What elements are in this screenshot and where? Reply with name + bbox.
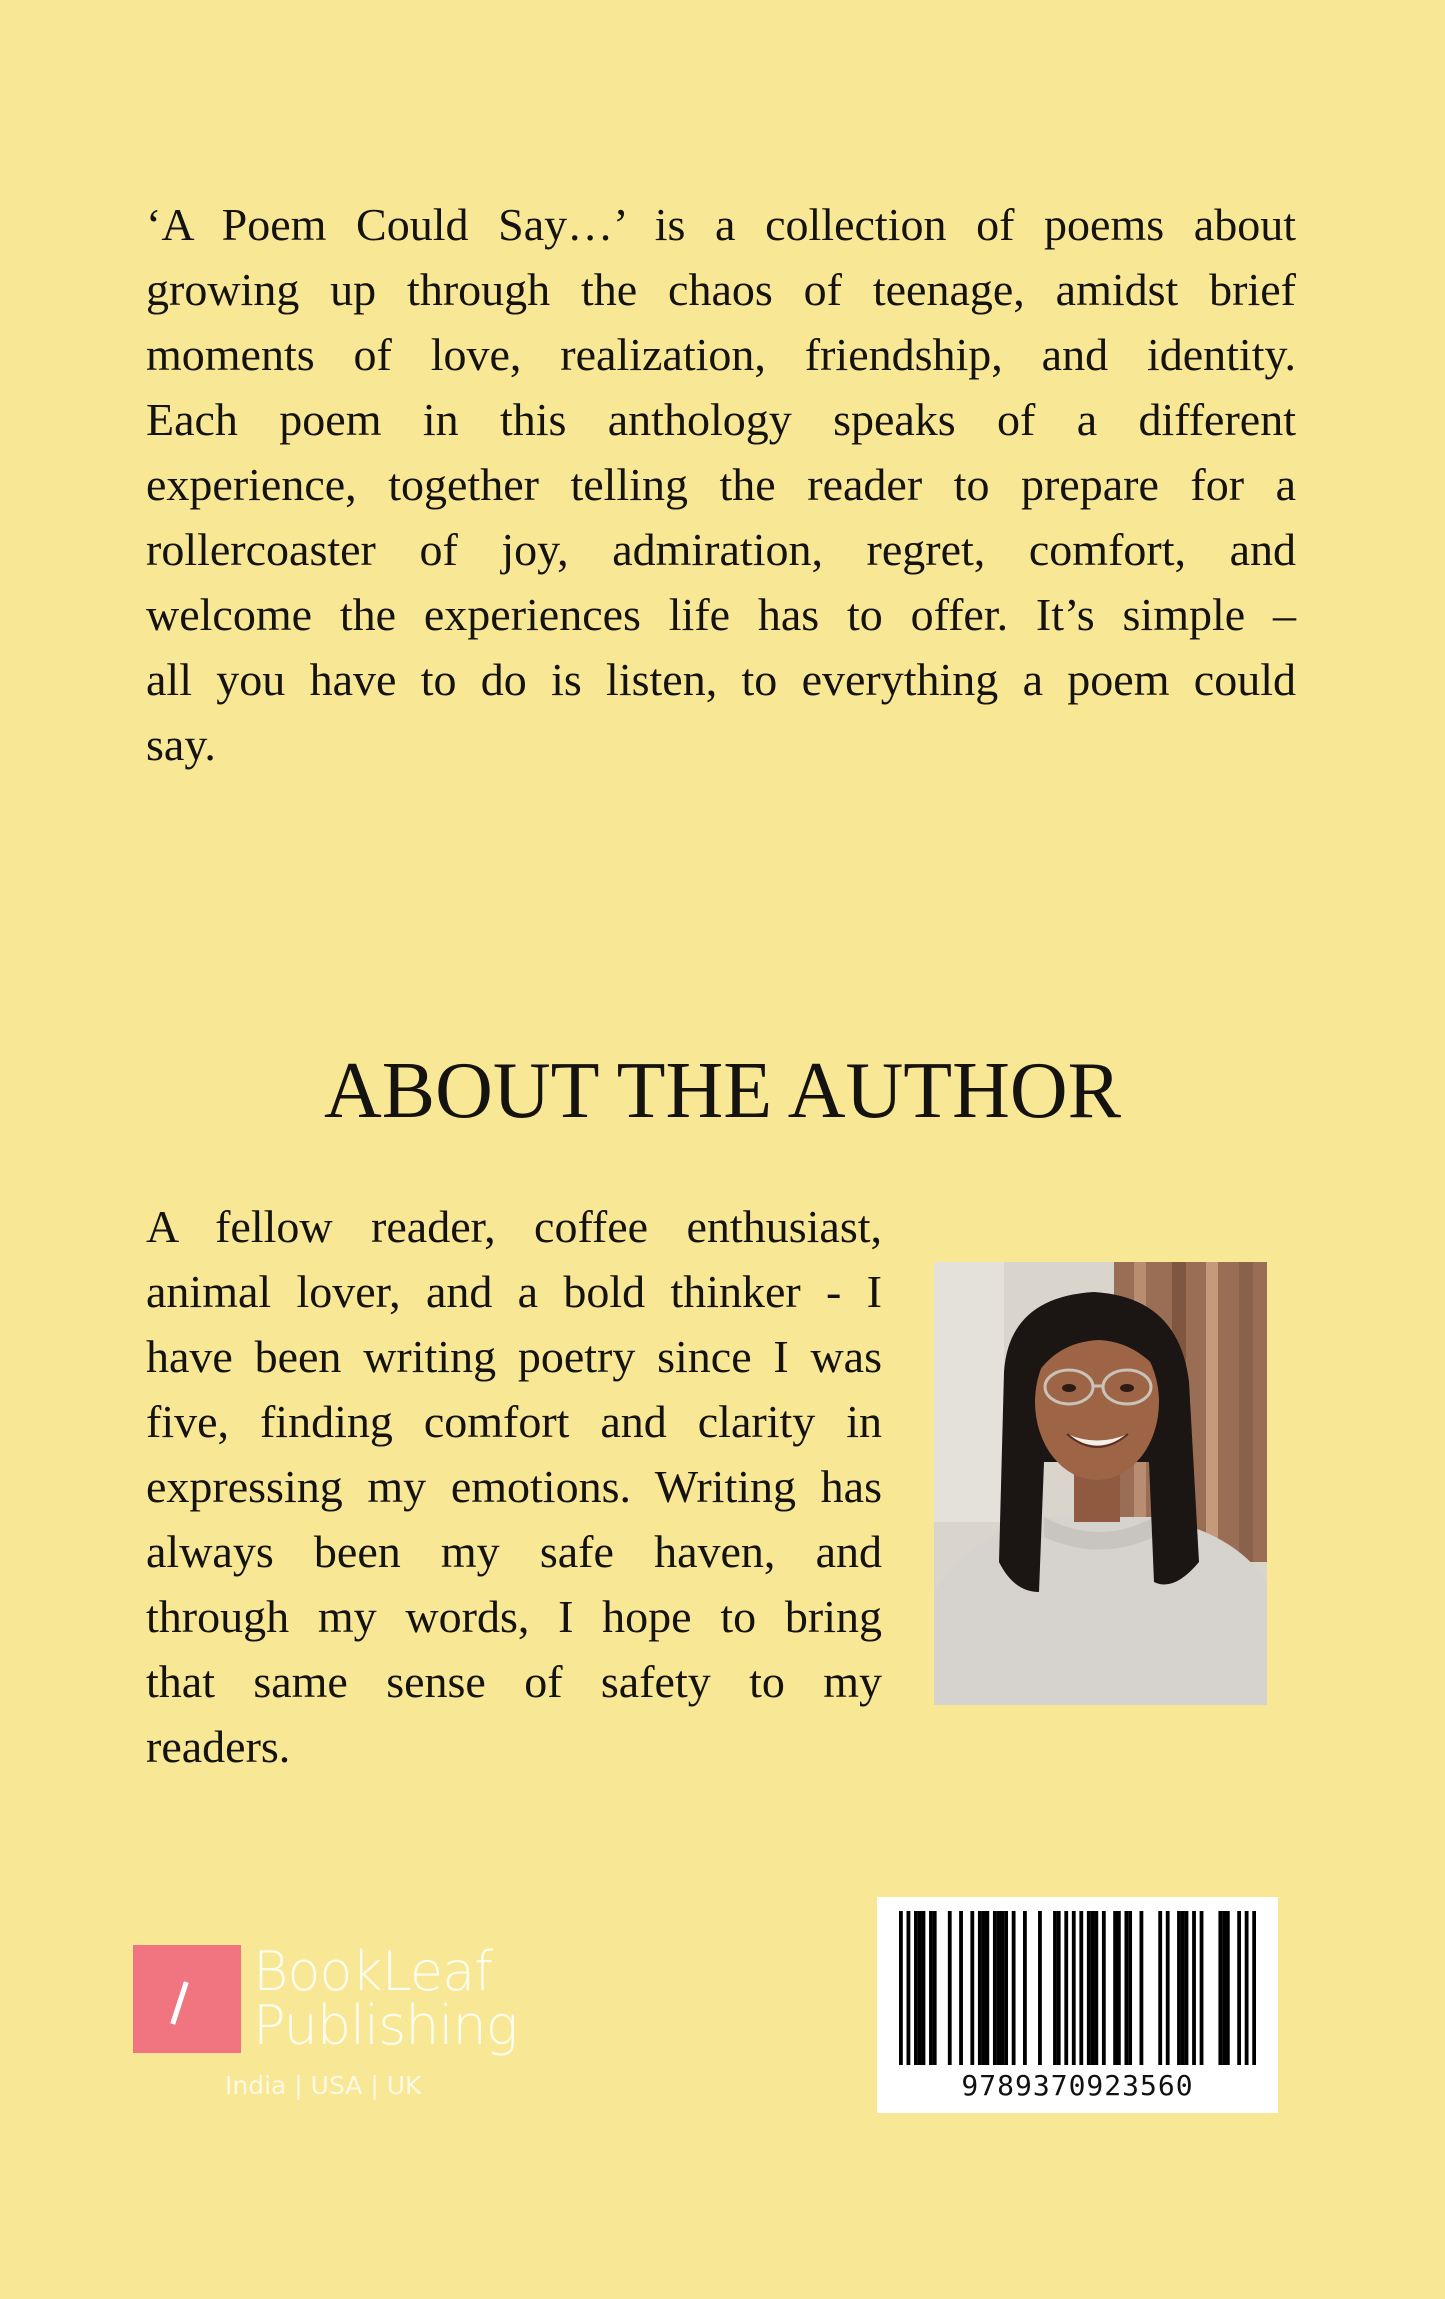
barcode-bar [1012,1911,1016,2065]
barcode-bar [922,1911,926,2065]
publisher-name-line2: Publishing [253,1994,518,2057]
barcode-bars [899,1911,1256,2065]
barcode-bar [948,1911,952,2065]
barcode-bar [982,1911,986,2065]
slash-icon [170,1981,188,2024]
barcode-bar [1177,1911,1181,2065]
barcode-bar [1038,1911,1042,2065]
barcode-bar [1053,1911,1057,2065]
barcode-bar [1222,1911,1226,2065]
barcode-bar [914,1911,918,2065]
barcode-bar [907,1911,911,2065]
barcode-bar [959,1911,963,2065]
barcode-bar [1237,1911,1241,2065]
isbn-number: 9789370923560 [961,2069,1194,2102]
barcode-bar [1192,1911,1196,2065]
bookleaf-publishing-logo [133,1940,553,2115]
barcode-bar [1200,1911,1204,2065]
logo-mark [133,1945,241,2053]
barcode-bar [985,1911,989,2065]
barcode-bar [997,1911,1001,2065]
barcode-bar [970,1911,974,2065]
barcode-bar [1140,1911,1144,2065]
barcode-bar [1087,1911,1091,2065]
barcode-bar [1023,1911,1027,2065]
barcode-bar [1166,1911,1170,2065]
barcode-bar [1245,1911,1249,2065]
barcode-bar [1072,1911,1076,2065]
publisher-name-line1: BookLeaf [253,1940,493,2003]
barcode-bar [1226,1911,1230,2065]
barcode-bar [933,1911,937,2065]
barcode-bar [993,1911,997,2065]
barcode-bar [899,1911,903,2065]
author-photo [934,1262,1267,1705]
isbn-barcode [877,1897,1278,2113]
barcode-bar [929,1911,933,2065]
barcode-bar [1079,1911,1083,2065]
author-bio: A fellow reader, coffee enthusiast, animal lover, and a bold thinker - I have been writing poetry since I was five, finding comfort and clarity in expressing my emotions. Writing has always been my safe haven, and through my words, I hope to bring that same sense of safety to my readers. [146,1201,882,1772]
barcode-bar [1128,1911,1132,2065]
barcode-bar [1252,1911,1256,2065]
barcode-bar [978,1911,982,2065]
back-cover-blurb: ‘A Poem Could Say…’ is a collection of poems about growing up through the chaos of teenage, amidst brief moments of love, realization, friendship, and identity. Each poem in this anthology speaks of a different experience, together telling the reader to prepare for a rollercoaster of joy, admiration, regret, comfort, and welcome the experiences life has to offer. It’s simple – all you have to do is listen, to everything a poem could say. [146,199,1296,770]
barcode-bar [1064,1911,1068,2065]
barcode-bar [1117,1911,1121,2065]
barcode-bar [1113,1911,1117,2065]
barcode-bar [1185,1911,1189,2065]
barcode-bar [1124,1911,1128,2065]
about-author-heading: ABOUT THE AUTHOR [323,1047,1122,1135]
barcode-bar [1158,1911,1162,2065]
barcode-bar [1004,1911,1008,2065]
barcode-bar [918,1911,922,2065]
barcode-bar [1218,1911,1222,2065]
barcode-bar [1181,1911,1185,2065]
barcode-bar [1102,1911,1106,2065]
barcode-bar [1000,1911,1004,2065]
barcode-bar [1057,1911,1061,2065]
barcode-bar [1094,1911,1098,2065]
barcode-bar [1091,1911,1095,2065]
publisher-regions: India | USA | UK [225,2071,422,2100]
